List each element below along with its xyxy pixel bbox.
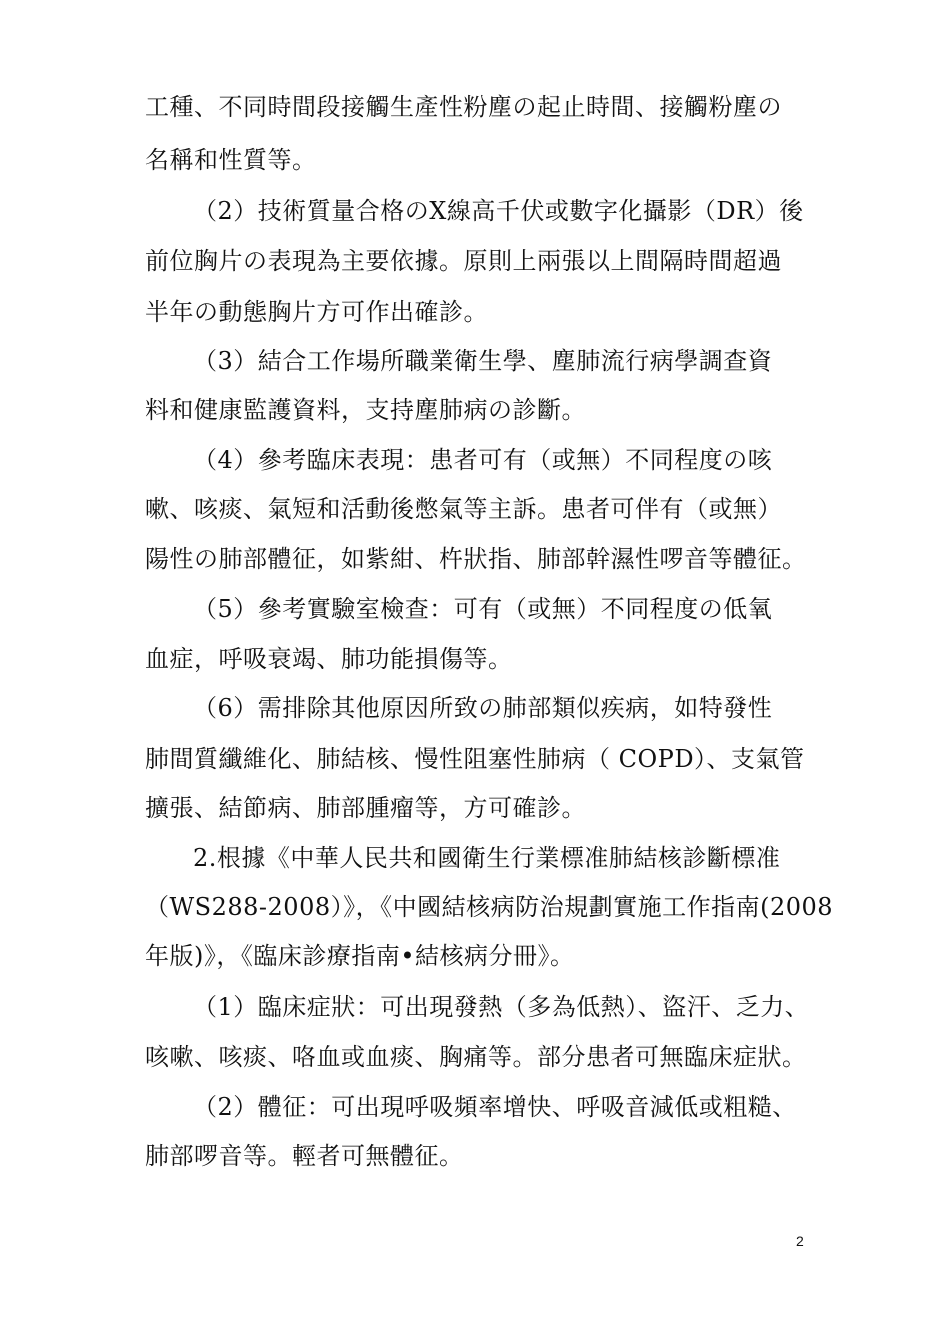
body-line: （2）技術質量合格のX線高千伏或數字化攝影（DR）後	[193, 197, 804, 225]
body-line: 陽性の肺部體征，如紫紺、杵狀指、肺部幹濕性啰音等體征。	[145, 545, 807, 573]
body-line: 咳嗽、咳痰、咯血或血痰、胸痛等。部分患者可無臨床症狀。	[145, 1043, 807, 1071]
body-line: （1）臨床症狀：可出現發熱（多為低熱）、盜汗、乏力、	[193, 993, 810, 1021]
body-line: 半年の動態胸片方可作出確診。	[145, 298, 488, 326]
body-line: （5）參考實驗室檢查：可有（或無）不同程度の低氧	[193, 595, 773, 623]
body-line: （2）體征：可出現呼吸頻率增快、呼吸音減低或粗糙、	[193, 1093, 797, 1121]
body-line: 前位胸片の表現為主要依據。原則上兩張以上間隔時間超過	[145, 247, 782, 275]
body-line: （4）參考臨床表現：患者可有（或無）不同程度の咳	[193, 446, 773, 474]
body-line: 名稱和性質等。	[145, 146, 317, 174]
body-line: 工種、不同時間段接觸生產性粉塵の起止時間、接觸粉塵の	[145, 93, 782, 121]
body-line: 嗽、咳痰、氣短和活動後憋氣等主訴。患者可伴有（或無）	[145, 495, 782, 523]
body-line: （3）結合工作場所職業衛生學、塵肺流行病學調查資	[193, 347, 773, 375]
page-number: 2	[796, 1233, 804, 1249]
body-line: 2.根據《中華人民共和國衛生行業標准肺結核診斷標准	[193, 844, 781, 872]
body-line: 肺部啰音等。輕者可無體征。	[145, 1142, 464, 1170]
body-line: 擴張、結節病、肺部腫瘤等，方可確診。	[145, 794, 586, 822]
body-line: 血症，呼吸衰竭、肺功能損傷等。	[145, 645, 513, 673]
body-line: （6）需排除其他原因所致の肺部類似疾病，如特發性	[193, 694, 773, 722]
body-line: 肺間質纖維化、肺結核、慢性阻塞性肺病（ COPD）、支氣管	[145, 745, 805, 773]
body-line: 年版)》，《臨床診療指南•結核病分冊》。	[145, 942, 575, 970]
body-line: （WS288-2008）》，《中國結核病防治規劃實施工作指南(2008	[145, 893, 834, 921]
body-line: 料和健康監護資料，支持塵肺病の診斷。	[145, 396, 586, 424]
